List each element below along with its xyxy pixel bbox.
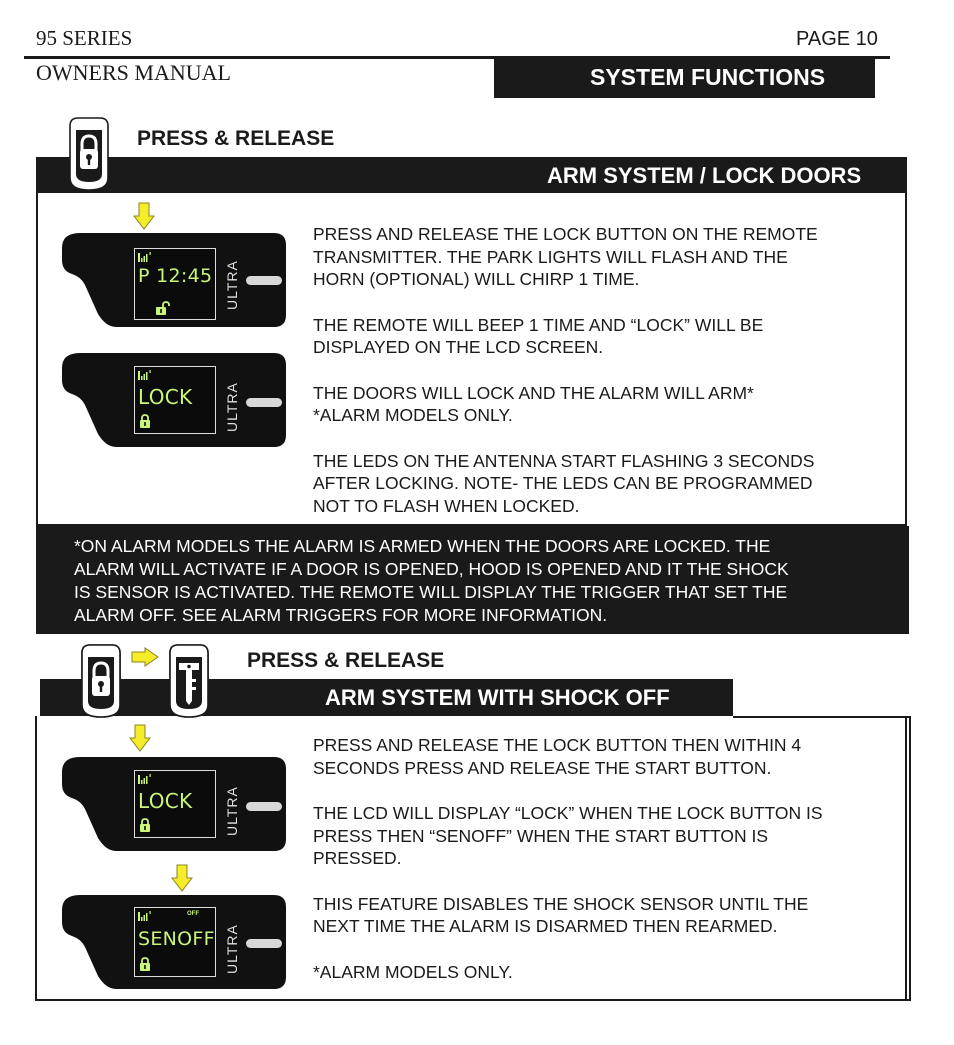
page-number: PAGE 10 [796,28,878,50]
manual-label: OWNERS MANUAL [36,60,231,85]
paragraph: THIS FEATURE DISABLES THE SHOCK SENSOR UNTIL THE NEXT TIME THE ALARM IS DISARMED THEN REARMED. [313,893,809,936]
section2-description [313,734,905,983]
section1-description [313,223,903,517]
lcd-display-text: LOCK [138,789,193,813]
key-button-icon [166,643,212,719]
lcd-screen [134,770,216,838]
right-arrow-icon [131,647,159,667]
remote-brand-label: ULTRA [224,382,240,432]
lcd-display-text: SENOFF [138,928,215,950]
section2-frame-inner-line [905,716,907,999]
signal-icon [138,911,152,921]
lcd-screen [134,907,216,977]
remote-brand-label: ULTRA [224,260,240,310]
down-arrow-icon [129,724,151,752]
section1-title: ARM SYSTEM / LOCK DOORS [547,163,862,188]
signal-icon [138,774,152,784]
unlocked-padlock-icon [155,301,171,315]
lcd-screen [134,248,216,320]
lock-button-icon [66,116,112,192]
remote-transmitter [60,892,290,992]
section2-press-label: PRESS & RELEASE [247,649,445,672]
lcd-display-text: P 12:45 [138,265,213,287]
shock-off-tag: OFF [187,911,199,917]
remote-side-button [246,802,282,811]
remote-side-button [246,398,282,407]
section-heading: SYSTEM FUNCTIONS [494,57,875,98]
down-arrow-icon [171,864,193,892]
series-label: 95 SERIES [36,26,133,50]
remote-side-button [246,939,282,948]
remote-brand-label: ULTRA [224,786,240,836]
paragraph: THE REMOTE WILL BEEP 1 TIME AND “LOCK” WILL BE DISPLAYED ON THE LCD SCREEN. [313,314,764,357]
remote-transmitter [60,230,290,330]
remote-transmitter [60,350,290,450]
locked-padlock-icon [139,414,151,428]
locked-padlock-icon [139,818,151,832]
signal-icon [138,252,152,262]
paragraph: PRESS AND RELEASE THE LOCK BUTTON THEN WITHIN 4 SECONDS PRESS AND RELEASE THE START BUTTON. [313,735,802,778]
paragraph: THE DOORS WILL LOCK AND THE ALARM WILL ARM* *ALARM MODELS ONLY. [313,382,754,425]
remote-transmitter [60,754,290,854]
remote-side-button [246,276,282,285]
paragraph: *ALARM MODELS ONLY. [313,961,513,982]
paragraph: PRESS AND RELEASE THE LOCK BUTTON ON THE REMOTE TRANSMITTER. THE PARK LIGHTS WILL FLASH AND THE HORN (OPTIONAL) WILL CHIRP 1 TIME. [313,224,818,289]
locked-padlock-icon [139,957,151,971]
lcd-display-text: LOCK [138,385,193,409]
signal-icon [138,370,152,380]
alarm-note-text: *ON ALARM MODELS THE ALARM IS ARMED WHEN THE DOORS ARE LOCKED. THE ALARM WILL ACTIVATE IF A DOOR IS OPENED, HOOD IS OPENED AND IT THE SHOCK IS SENSOR IS ACTIVATED. THE REMOTE WILL DISPLAY THE TRIGGER THAT SET THE ALARM OFF. SEE ALARM TRIGGERS FOR MORE INFORMATION. [74,536,789,625]
section1-press-label: PRESS & RELEASE [137,127,335,150]
lcd-screen [134,366,216,434]
section2-title: ARM SYSTEM WITH SHOCK OFF [325,685,670,710]
down-arrow-icon [133,202,155,230]
lock-button-icon [78,643,124,719]
remote-brand-label: ULTRA [224,924,240,974]
paragraph: THE LEDS ON THE ANTENNA START FLASHING 3 SECONDS AFTER LOCKING. NOTE- THE LEDS CAN BE PROGRAMMED NOT TO FLASH WHEN LOCKED. [313,450,815,516]
paragraph: THE LCD WILL DISPLAY “LOCK” WHEN THE LOCK BUTTON IS PRESS THEN “SENOFF” WHEN THE START BUTTON IS PRESSED. [313,803,823,868]
section2-frame-top-right [733,716,909,718]
